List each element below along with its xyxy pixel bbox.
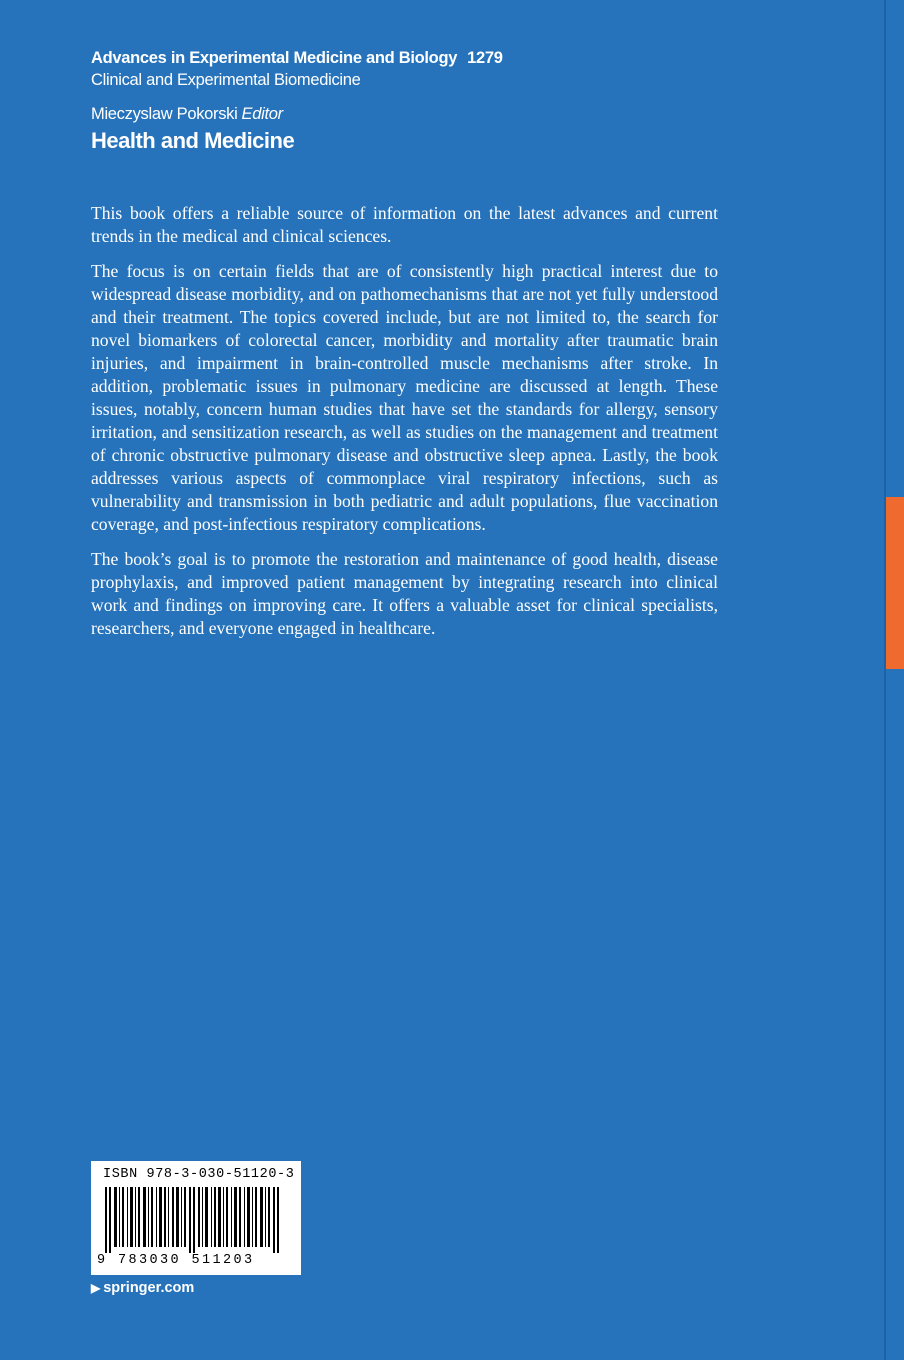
ean-digits: 9 783030 511203: [97, 1253, 255, 1268]
blurb: [91, 202, 718, 652]
spine-edge: [884, 0, 886, 1360]
blurb-paragraph: The focus is on certain fields that are of consistently high practical interest due to widespread disease morbidity, and on pathomechanisms that are not yet fully understood and their treatment. The topics covered include, but are not limited to, the search for novel biomarkers of colorectal cancer, morbidity and mortality after traumatic brain injuries, and impairment in brain-controlled muscle mechanisms after stroke. In addition, problematic issues in pulmonary medicine are discussed at length. These issues, notably, concern human studies that have set the standards for allergy, sensory irritation, and sensitization research, as well as studies on the management and treatment of chronic obstructive pulmonary disease and obstructive sleep apnea. Lastly, the book addresses various aspects of commonplace viral respiratory infections, such as vulnerability and transmission in both pediatric and adult populations, flue vaccination coverage, and post-infectious respiratory complications.: [91, 261, 718, 534]
blurb-paragraph: The book’s goal is to promote the restoration and maintenance of good health, disease prophylaxis, and improved patient management by integrating research into clinical work and findings on improving care. It offers a valuable asset for clinical specialists, researchers, and everyone engaged in healthcare.: [91, 549, 718, 638]
isbn-label: ISBN 978-3-030-51120-3: [103, 1167, 295, 1182]
cover-header: [91, 47, 731, 155]
series-line: [91, 47, 731, 69]
subseries-name: Clinical and Experimental Biomedicine: [91, 71, 361, 89]
editor-role: Editor: [241, 105, 283, 123]
blurb-paragraph: This book offers a reliable source of information on the latest advances and current trends in the medical and clinical sciences.: [91, 203, 718, 246]
editor-line: [91, 103, 731, 125]
triangle-right-icon: ▶: [91, 1281, 101, 1295]
series-name: Advances in Experimental Medicine and Biology: [91, 49, 458, 67]
volume-number: 1279: [467, 49, 503, 67]
editor-name: Mieczyslaw Pokorski: [91, 105, 238, 123]
spine-color-tab: [886, 497, 904, 669]
isbn-barcode: [91, 1161, 301, 1275]
barcode-bars: [105, 1187, 287, 1253]
publisher-link[interactable]: [91, 1280, 194, 1296]
book-title: Health and Medicine: [91, 128, 295, 153]
publisher-url: springer.com: [103, 1280, 195, 1296]
